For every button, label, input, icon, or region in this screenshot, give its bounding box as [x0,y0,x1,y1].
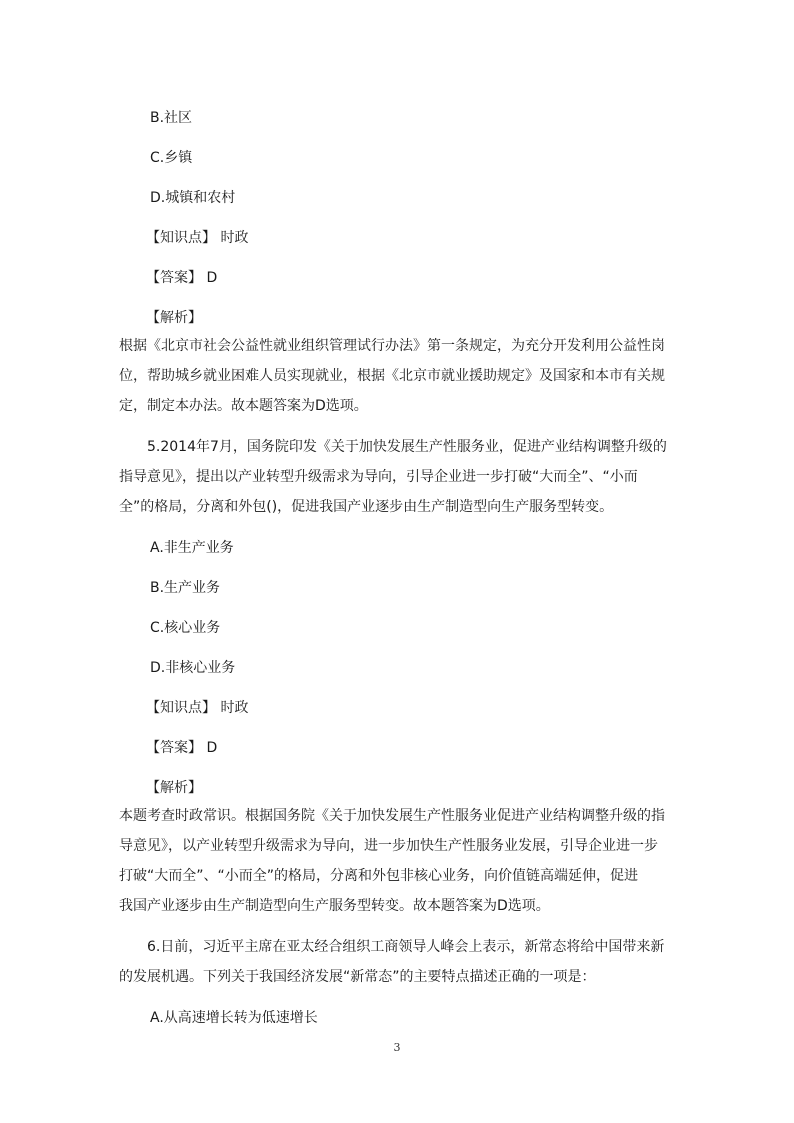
q4-analysis-line: 定，制定本办法。故本题答案为D选项。 [119,398,368,414]
q4-option-b: B.社区 [150,110,193,126]
q5-option-d: D.非核心业务 [150,660,236,676]
q4-option-c: C.乡镇 [150,150,193,166]
q6-option-a: A.从高速增长转为低速增长 [150,1010,318,1026]
q5-question-line: 5.2014年7月，国务院印发《关于加快发展生产性服务业，促进产业结构调整升级的 [147,439,667,455]
q4-knowledge-point: 【知识点】 时政 [146,230,249,246]
q4-answer: 【答案】 D [146,270,218,286]
q5-option-c: C.核心业务 [150,620,221,636]
q4-analysis-line: 根据《北京市社会公益性就业组织管理试行办法》第一条规定，为充分开发利用公益性岗 [119,338,665,354]
q5-analysis-line: 打破“大而全”、“小而全”的格局，分离和外包非核心业务，向价值链高端延伸，促进 [119,868,639,884]
q5-option-b: B.生产业务 [150,580,221,596]
q5-answer: 【答案】 D [146,740,218,756]
q6-question-line: 的发展机遇。下列关于我国经济发展“新常态”的主要特点描述正确的一项是： [119,969,596,985]
page-number: 3 [393,1041,401,1054]
q5-analysis-title: 【解析】 [146,780,202,796]
q4-option-d: D.城镇和农村 [150,190,236,206]
q5-analysis-line: 本题考查时政常识。根据国务院《关于加快发展生产性服务业促进产业结构调整升级的指 [119,808,665,824]
q5-knowledge-point: 【知识点】 时政 [146,700,249,716]
q4-analysis-line: 位，帮助城乡就业困难人员实现就业，根据《北京市就业援助规定》及国家和本市有关规 [119,368,665,384]
q6-question-line: 6.日前，习近平主席在亚太经合组织工商领导人峰会上表示，新常态将给中国带来新 [147,939,665,955]
q4-analysis-title: 【解析】 [146,310,202,326]
q5-analysis-line: 导意见》，以产业转型升级需求为导向，进一步加快生产性服务业发展，引导企业进一步 [119,838,658,854]
q5-option-a: A.非生产业务 [150,540,234,556]
q5-analysis-line: 我国产业逐步由生产制造型向生产服务型转变。故本题答案为D选项。 [119,898,550,914]
q5-question-line: 全”的格局，分离和外包()，促进我国产业逐步由生产制造型向生产服务型转变。 [119,499,614,515]
q5-question-line: 指导意见》，提出以产业转型升级需求为导向，引导企业进一步打破“大而全”、“小而 [119,469,638,485]
